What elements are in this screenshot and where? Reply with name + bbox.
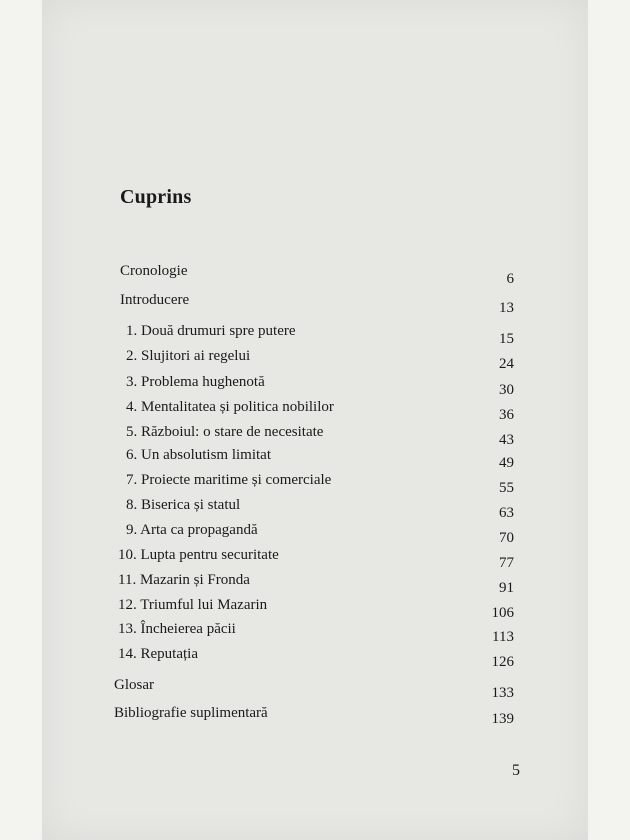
toc-entry-page: 77: [499, 555, 514, 571]
toc-entry-page: 133: [491, 685, 514, 701]
toc-entry-label: 2. Slujitori ai regelui: [126, 348, 251, 364]
toc-entry-page: 24: [499, 356, 514, 372]
toc-entry-page: 36: [499, 407, 514, 423]
toc-entry-label: 10. Lupta pentru securitate: [118, 547, 279, 563]
toc-entry-page: 113: [492, 629, 514, 645]
toc-entry-page: 13: [499, 300, 514, 316]
toc-entry-label: 5. Războiul: o stare de necesitate: [126, 424, 324, 440]
toc-entry-page: 49: [499, 455, 514, 471]
toc-entry-page: 55: [499, 480, 514, 496]
toc-entry-label: Glosar: [114, 677, 154, 693]
toc-entry-label: 6. Un absolutism limitat: [126, 447, 271, 463]
toc-entry-label: 11. Mazarin și Fronda: [118, 572, 250, 588]
toc-entry-page: 6: [506, 271, 514, 287]
toc-entry-label: Cronologie: [120, 263, 188, 279]
toc-entry-label: Introducere: [120, 292, 190, 308]
toc-entry-label: 8. Biserica și statul: [126, 497, 241, 513]
toc-entry-label: Bibliografie suplimentară: [114, 705, 268, 721]
toc-entry-label: 3. Problema hughenotă: [126, 374, 265, 390]
toc-entry-page: 126: [491, 654, 514, 670]
toc-entry-page: 43: [499, 432, 514, 448]
toc-entry-page: 15: [499, 331, 514, 347]
toc-entry-label: 7. Proiecte maritime și comerciale: [126, 472, 332, 488]
toc-entry-label: 1. Două drumuri spre putere: [126, 323, 296, 339]
toc-entry-label: 4. Mentalitatea și politica nobililor: [126, 399, 334, 415]
toc-entry-page: 91: [499, 580, 514, 596]
page-number: 5: [512, 762, 520, 779]
toc-entry-label: 9. Arta ca propagandă: [126, 522, 258, 538]
toc-entry-page: 30: [499, 382, 514, 398]
page-title: Cuprins: [120, 186, 192, 208]
toc-entry-page: 70: [499, 530, 514, 546]
toc-entry-label: 13. Încheierea păcii: [118, 621, 236, 637]
toc-entry-label: 14. Reputația: [118, 646, 198, 662]
toc-entry-page: 63: [499, 505, 514, 521]
toc-entry-page: 106: [491, 605, 514, 621]
toc-entry-label: 12. Triumful lui Mazarin: [118, 597, 268, 613]
toc-entry-page: 139: [491, 711, 514, 727]
